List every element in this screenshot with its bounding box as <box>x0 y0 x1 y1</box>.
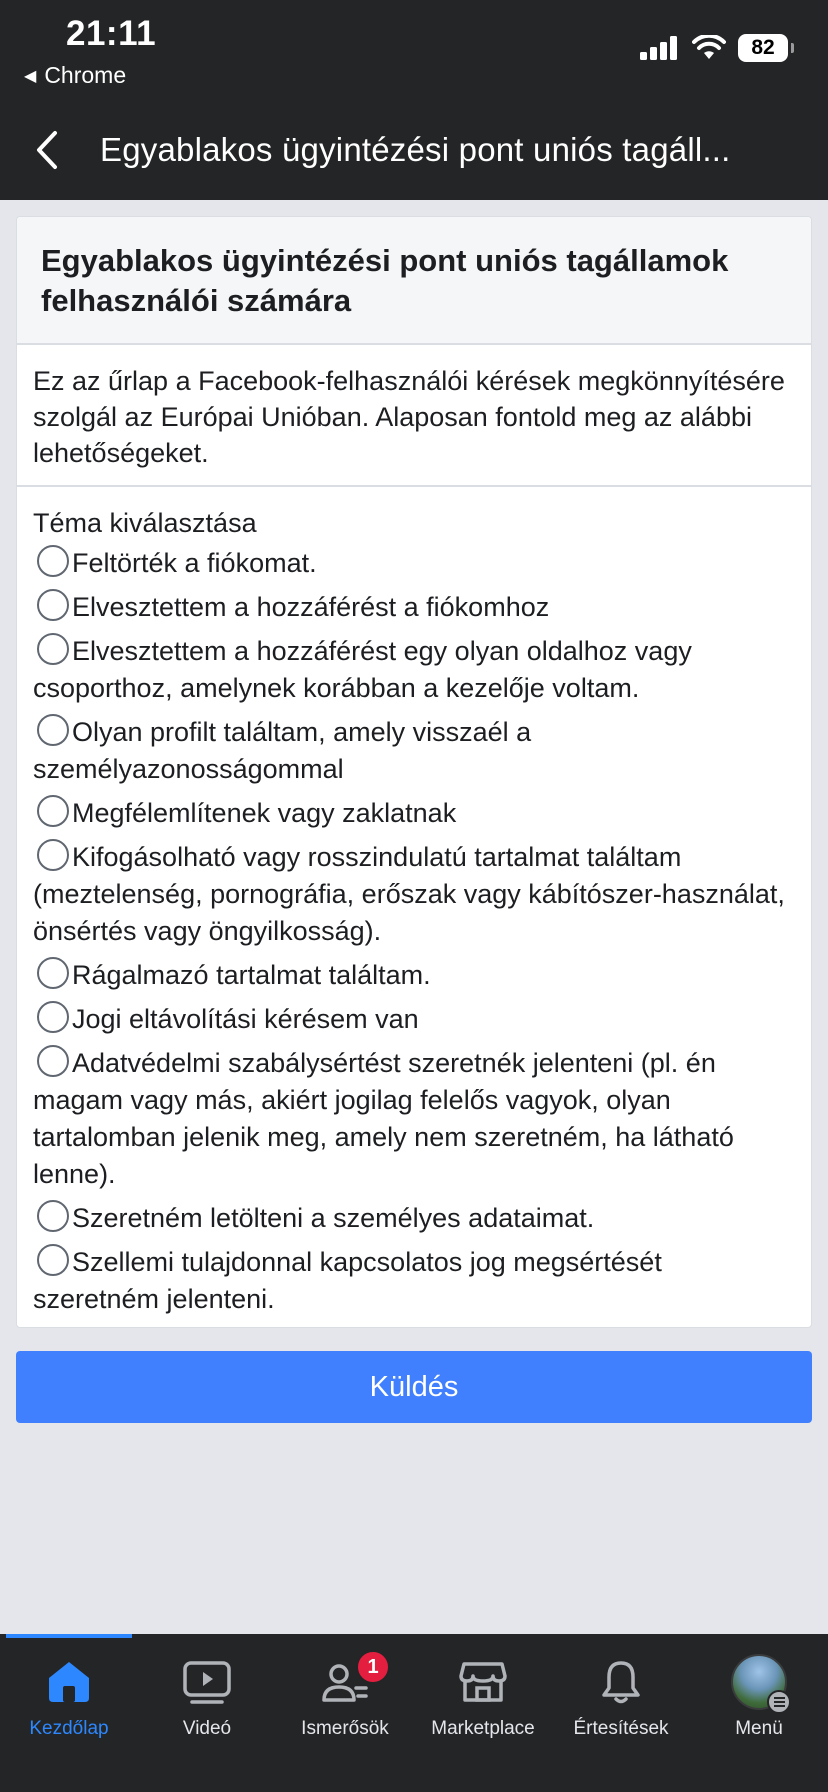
bell-icon <box>597 1656 645 1708</box>
avatar <box>731 1654 787 1710</box>
radio-button[interactable] <box>37 714 69 746</box>
tab-label: Menü <box>735 1718 783 1739</box>
bottom-tab-bar <box>0 1634 828 1792</box>
tab-label: Kezdőlap <box>29 1718 109 1739</box>
topic-option[interactable] <box>33 633 795 707</box>
option-label: Olyan profilt találtam, amely visszaél a személyazonosságommal <box>33 717 532 784</box>
option-label: Feltörték a fiókomat. <box>72 548 317 578</box>
tab-menu[interactable] <box>690 1634 828 1754</box>
status-bar <box>0 0 828 100</box>
topic-option[interactable] <box>33 714 795 788</box>
status-time: 21:11 <box>66 14 157 53</box>
tab-label: Videó <box>182 1718 232 1739</box>
form-intro: Ez az űrlap a Facebook-felhasználói kérések megkönnyítésére szolgál az Európai Unióban. Alaposan fontold meg az alábbi lehetőségeket. <box>17 345 811 487</box>
radio-button[interactable] <box>37 1244 69 1276</box>
radio-button[interactable] <box>37 633 69 665</box>
radio-button[interactable] <box>37 795 69 827</box>
option-label: Szeretném letölteni a személyes adataimat. <box>72 1203 595 1233</box>
marketplace-icon <box>458 1656 508 1708</box>
back-button[interactable] <box>0 100 94 200</box>
topic-label: Téma kiválasztása <box>33 508 257 538</box>
option-label: Kifogásolható vagy rosszindulatú tartalmat találtam (meztelenség, pornográfia, erőszak vagy kábítószer-használat, önsértés vagy öngyilkosság). <box>33 842 785 946</box>
radio-button[interactable] <box>37 957 69 989</box>
option-label: Elvesztettem a hozzáférést egy olyan oldalhoz vagy csoporthoz, amelynek korábban a kezelője voltam. <box>33 636 692 703</box>
submit-button[interactable]: Küldés <box>16 1351 812 1423</box>
radio-button[interactable] <box>37 1045 69 1077</box>
tab-friends[interactable] <box>276 1634 414 1754</box>
option-label: Jogi eltávolítási kérésem van <box>72 1004 419 1034</box>
battery-indicator: 82 <box>738 34 788 62</box>
topic-option[interactable] <box>33 545 795 582</box>
tab-notifications[interactable] <box>552 1634 690 1754</box>
radio-button[interactable] <box>37 839 69 871</box>
radio-button[interactable] <box>37 545 69 577</box>
wifi-icon <box>692 35 726 61</box>
topic-option[interactable] <box>33 589 795 626</box>
chevron-left-icon <box>35 130 59 170</box>
option-label: Adatvédelmi szabálysértést szeretnék jelenteni (pl. én magam vagy más, akiért jogilag felelős vagyok, olyan tartalomban jelenik meg, amely nem szeretném, ha látható lenne). <box>33 1048 734 1189</box>
back-app-label: Chrome <box>44 62 127 88</box>
tab-home[interactable] <box>0 1634 138 1754</box>
radio-button[interactable] <box>37 1200 69 1232</box>
topic-option[interactable] <box>33 1200 795 1237</box>
status-icons <box>640 34 788 62</box>
topic-option[interactable] <box>33 1001 795 1038</box>
page-title: Egyablakos ügyintézési pont uniós tagáll... <box>100 131 731 168</box>
home-icon <box>45 1656 93 1708</box>
topic-option[interactable] <box>33 1244 795 1318</box>
tab-label: Értesítések <box>573 1718 669 1739</box>
topic-section <box>17 487 811 1318</box>
signal-icon <box>640 36 680 60</box>
option-label: Megfélemlítenek vagy zaklatnak <box>72 798 457 828</box>
tab-label: Marketplace <box>431 1718 535 1739</box>
nav-header <box>0 100 828 200</box>
radio-button[interactable] <box>37 1001 69 1033</box>
video-icon <box>182 1656 232 1708</box>
topic-option[interactable] <box>33 1045 795 1193</box>
form-header <box>17 217 811 345</box>
option-label: Szellemi tulajdonnal kapcsolatos jog megsértését szeretném jelenteni. <box>33 1247 662 1314</box>
radio-button[interactable] <box>37 589 69 621</box>
form-card <box>16 216 812 1328</box>
option-label: Elvesztettem a hozzáférést a fiókomhoz <box>72 592 550 622</box>
topic-option[interactable] <box>33 795 795 832</box>
tab-marketplace[interactable] <box>414 1634 552 1754</box>
option-label: Rágalmazó tartalmat találtam. <box>72 960 431 990</box>
form-title: Egyablakos ügyintézési pont uniós tagállamok felhasználói számára <box>41 243 729 318</box>
menu-icon <box>767 1690 791 1714</box>
tab-video[interactable] <box>138 1634 276 1754</box>
notification-badge: 1 <box>356 1650 390 1684</box>
back-to-app-link[interactable] <box>24 62 126 89</box>
topic-option[interactable] <box>33 839 795 950</box>
back-triangle-icon: ◀ <box>24 67 37 85</box>
tab-label: Ismerősök <box>301 1718 389 1739</box>
topic-option[interactable] <box>33 957 795 994</box>
friends-icon <box>320 1655 379 1708</box>
